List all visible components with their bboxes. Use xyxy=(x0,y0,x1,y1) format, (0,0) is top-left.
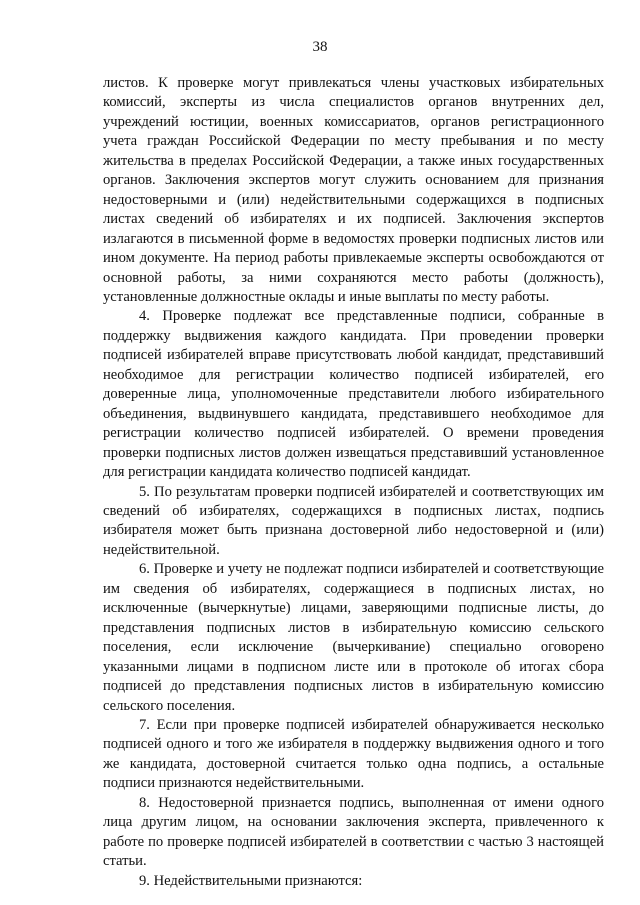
page-number: 38 xyxy=(312,39,328,55)
paragraph-item-6: 6. Проверке и учету не подлежат подписи избирателей и соответствующие им сведения об избирателях, содержащиеся в подписных листах, но исключенные (вычеркнутые) лицами, заверяющими подписные листы, до представления подписных листов в избирательную комиссию сельского поселения, если исключение (вычеркивание) специально оговорено указанными лицами в подписном листе или в протоколе об итогах сбора подписей до представления подписных листов в избирательную комиссию сельского поселения. xyxy=(103,561,604,714)
paragraph-item-9: 9. Недействительными признаются: xyxy=(139,872,363,889)
paragraph-item-5: 5. По результатам проверки подписей избирателей и соответствующих им сведений об избирателях, содержащихся в подписных листах, подпись избирателя может быть признана достоверной либо недостоверной и (или) недействительной. xyxy=(103,483,604,558)
document-body xyxy=(103,74,604,891)
paragraph-item-4: 4. Проверке подлежат все представленные подписи, собранные в поддержку выдвижения каждого кандидата. При проведении проверки подписей избирателей вправе присутствовать любой кандидат, представивший необходимое для регистрации количество подписей избирателей, его доверенные лица, уполномоченные представители любого избирательного объединения, выдвинувшего кандидата, представившего необходимое для регистрации количество подписей избирателей. О времени проведения проверки подписных листов должен извещаться представивший установленное для регистрации кандидата количество подписей кандидат. xyxy=(103,308,604,481)
paragraph-continuation: листов. К проверке могут привлекаться члены участковых избирательных комиссий, эксперты из числа специалистов органов внутренних дел, учреждений юстиции, военных комиссариатов, органов регистрационного учета граждан Российской Федерации по месту пребывания и по месту жительства в пределах Российской Федерации, а также иных государственных органов. Заключения экспертов могут служить основанием для признания недостоверными и (или) недействительными содержащихся в подписных листах сведений об избирателях и их подписей. Заключения экспертов излагаются в письменной форме в ведомостях проверки подписных листов или ином документе. На период работы привлекаемые эксперты освобождаются от основной работы, за ними сохраняются место работы (должность), установленные должностные оклады и иные выплаты по месту работы. xyxy=(103,75,604,305)
paragraph-item-7: 7. Если при проверке подписей избирателей обнаруживается несколько подписей одного и того же избирателя в поддержку выдвижения одного и того же кандидата, достоверной считается только одна подпись, а остальные подписи признаются недействительными. xyxy=(103,716,604,792)
paragraph-item-8: 8. Недостоверной признается подпись, выполненная от имени одного лица другим лицом, на основании заключения эксперта, привлеченного к работе по проверке подписей избирателей в соответствии с частью 3 настоящей статьи. xyxy=(103,794,604,870)
